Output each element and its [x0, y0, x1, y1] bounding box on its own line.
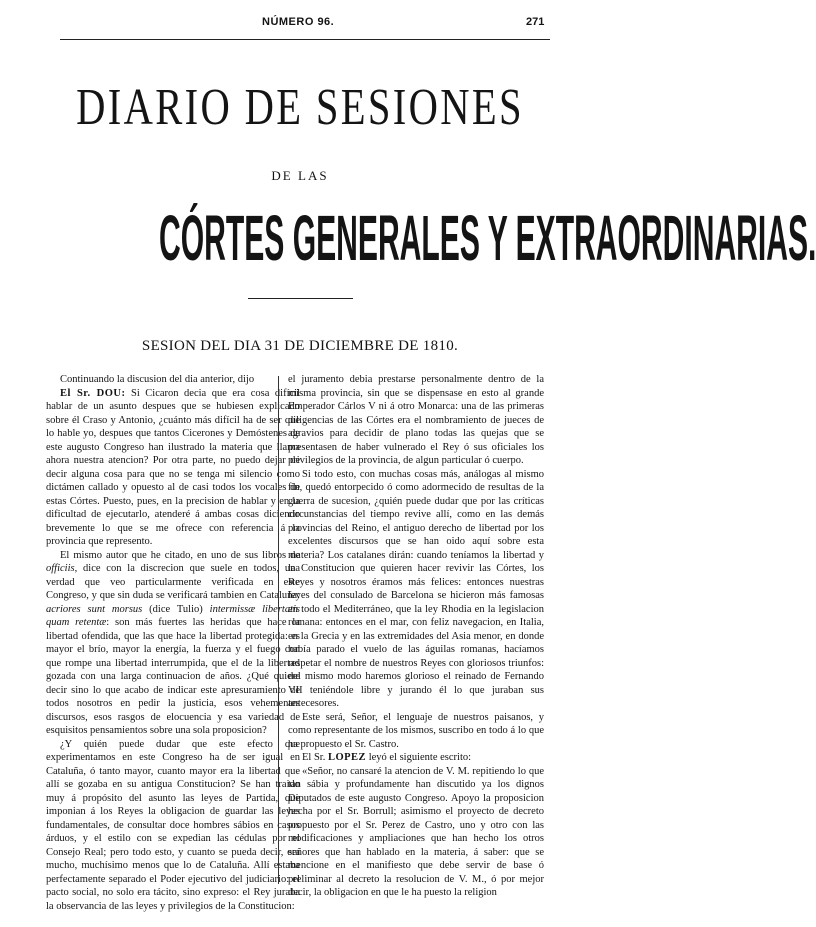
text-run: : son más fuertes las heridas que hace la libertad ofendida, que las que hace la libertad protegida: es mayor el brío, mayor la energía, la fuerza y el fuego con que rompe una libertad interrumpida, que el de la libertad gozada con una larga continuacion de años. ¿Qué quiere decir sino lo que acabo de indicar este apresuramiento de todos nosotros en pedir la justicia, esos vehementes discursos, esos rasgos de elocuencia y esa variedad de esquisitos pensamientos sobre una sola proposicion? [46, 617, 300, 736]
journal-title: DIARIO DE SESIONES [76, 79, 524, 136]
paragraph: ¿Y quién puede dudar que este efecto que experimentamos en este Congreso ha de ser igual en Cataluña, ó tanto mayor, cuanto mayor era la libertad que allí se gozaba en su antigua Constitucion? Se han traido muy á propósito del asunto las leyes de Partida, que imponian á los Reyes la obligacion de guardar las leyes fundamentales, de consultar doce hombres sábios en casos árduos, y el estilo con se expedian las cédulas por el Consejo Real; pero todo esto, y cuanto se pueda decir, era mucho, muchísimo menos que lo de Cataluña. Allí estaba perfectamente separado el Poder ejecutivo del judiciario: el pacto social, no solo era tácito, sino expreso: el Rey juraba la observancia de las leyes y privilegios de la Constitucion: [46, 738, 300, 912]
page-number: 271 [526, 16, 545, 28]
paragraph [46, 387, 300, 549]
paragraph: Continuando la discusion del dia anterior, dijo [60, 374, 255, 385]
paragraph: «Señor, no cansaré la atencion de V. M. repitiendo lo que tan sábia y profundamente han discutido ya los dignos Diputados de este augusto Congreso. Apoyo la proposicion hecha por el Sr. Borrull; asimismo el proyecto de decreto propuesto por el Sr. Perez de Castro, uno y otro con las modificaciones y ampliaciones que han hecho los otros señores que han hablado en la materia, á saber: que se mencione en el manifiesto que debe servir de base ó preliminar al decreto la resolucion de V. M., ó por mejor decir, la obligacion en que le ha puesto la religion [288, 765, 544, 898]
text-run: , dice con la discrecion que suele en todos, una verdad que veo particularmente verificada en este Congreso, y que sin duda se verificará tambien en Cataluña: [46, 563, 300, 601]
italic-run: officiis [46, 563, 75, 574]
italic-run: intermissæ libertatis quam retentæ [46, 603, 300, 628]
speaker-name: LOPEZ [327, 752, 367, 763]
issue-number: NÚMERO 96. [262, 16, 335, 28]
journal-subtitle: CÓRTES GENERALES Y EXTRAORDINARIAS. [159, 202, 816, 274]
title-connector: DE LAS [271, 168, 329, 183]
paragraph [46, 549, 300, 738]
text-run: El mismo autor que he citado, en uno de sus libros de [60, 549, 300, 561]
title-rule [248, 298, 353, 299]
paragraph [288, 751, 544, 765]
session-heading: SESION DEL DIA 31 DE DICIEMBRE DE 1810. [141, 338, 459, 354]
left-column [46, 373, 300, 913]
text-run: (dice Tulio) [142, 603, 210, 615]
italic-run: acriores sunt morsus [46, 603, 143, 615]
running-header [0, 15, 600, 35]
column-divider [278, 376, 279, 884]
speaker-name: El Sr. DOU: [60, 387, 126, 399]
text-run: leyó el siguiente escrito: [366, 752, 472, 763]
paragraph: el juramento debia prestarse personalmente dentro de la misma provincia, sin que se dispensase en esto al grande Emperador Cárlos V ni á otro Monarca: una de las primeras diligencias de las Córtes era el nombramiento de jueces de agravios para decidir de plano todas las quejas que se presentasen de haber vulnerado el Rey ó sus oficiales los privilegios de la provincia, de algun particular ó cuerpo. [288, 374, 544, 466]
speech-text: Si Cicaron decia que era cosa difícil hablar de un asunto despues que se hubiesen explicado sobre él Craso y Antonio, ¿cuánto más difícil ha de ser que lo hable yo, despues que tantos Cicerones y Demóstenes de este augusto Congreso han ilustrado la materia que llama ahora nuestra atencion? Por otra parte, no puedo dejar de decir alguna cosa para que no se tenga mi silencio como dictámen callado y opuesto al de casi todos los vocales de estas Córtes. Puesto, pues, en la precision de hablar y en la dificultad de ejecutarlo, atenderé á ambas cosas diciendo brevemente lo que se me ofrece con referencia á la provincia que represento. [46, 387, 300, 547]
right-column [288, 373, 544, 900]
text-run: El Sr. [302, 752, 328, 763]
header-rule [60, 39, 550, 40]
paragraph: Este será, Señor, el lenguaje de nuestros paisanos, y como representante de los mismos, suscribo en todo á lo que ha propuesto el Sr. Castro. [288, 711, 544, 750]
paragraph: Si todo esto, con muchas cosas más, análogas al mismo fin, quedó entorpecido ó como adormecido de resultas de la guerra de sucesion, ¿quién puede dudar que por las críticas circunstancias del tiempo revive allí, como en las demás provincias del Reino, el antiguo derecho de libertad por los excelentes discursos que se han oido aquí sobre esta materia? Los catalanes dirán: cuando teníamos la libertad y la Constitucion que quieren hacer revivir las Córtes, los Reyes y nosotros éramos más felices: entonces nuestras leyes del consulado de Barcelona se hicieron más famosas en todo el Mediterráneo, que la ley Rhodia en la legislacion romana: entonces en el mar, con feliz navegacion, en Italia, en la Grecia y en las extremidades del Asia menor, en donde había parado el vuelo de las águilas romanas, hacíamos respetar el nombre de nuestros Reyes con gloriosos triunfos: del mismo modo haremos glorioso el reinado de Fernando VII teniéndole libre y jurando él lo que juraban sus antecesores. [288, 468, 544, 709]
